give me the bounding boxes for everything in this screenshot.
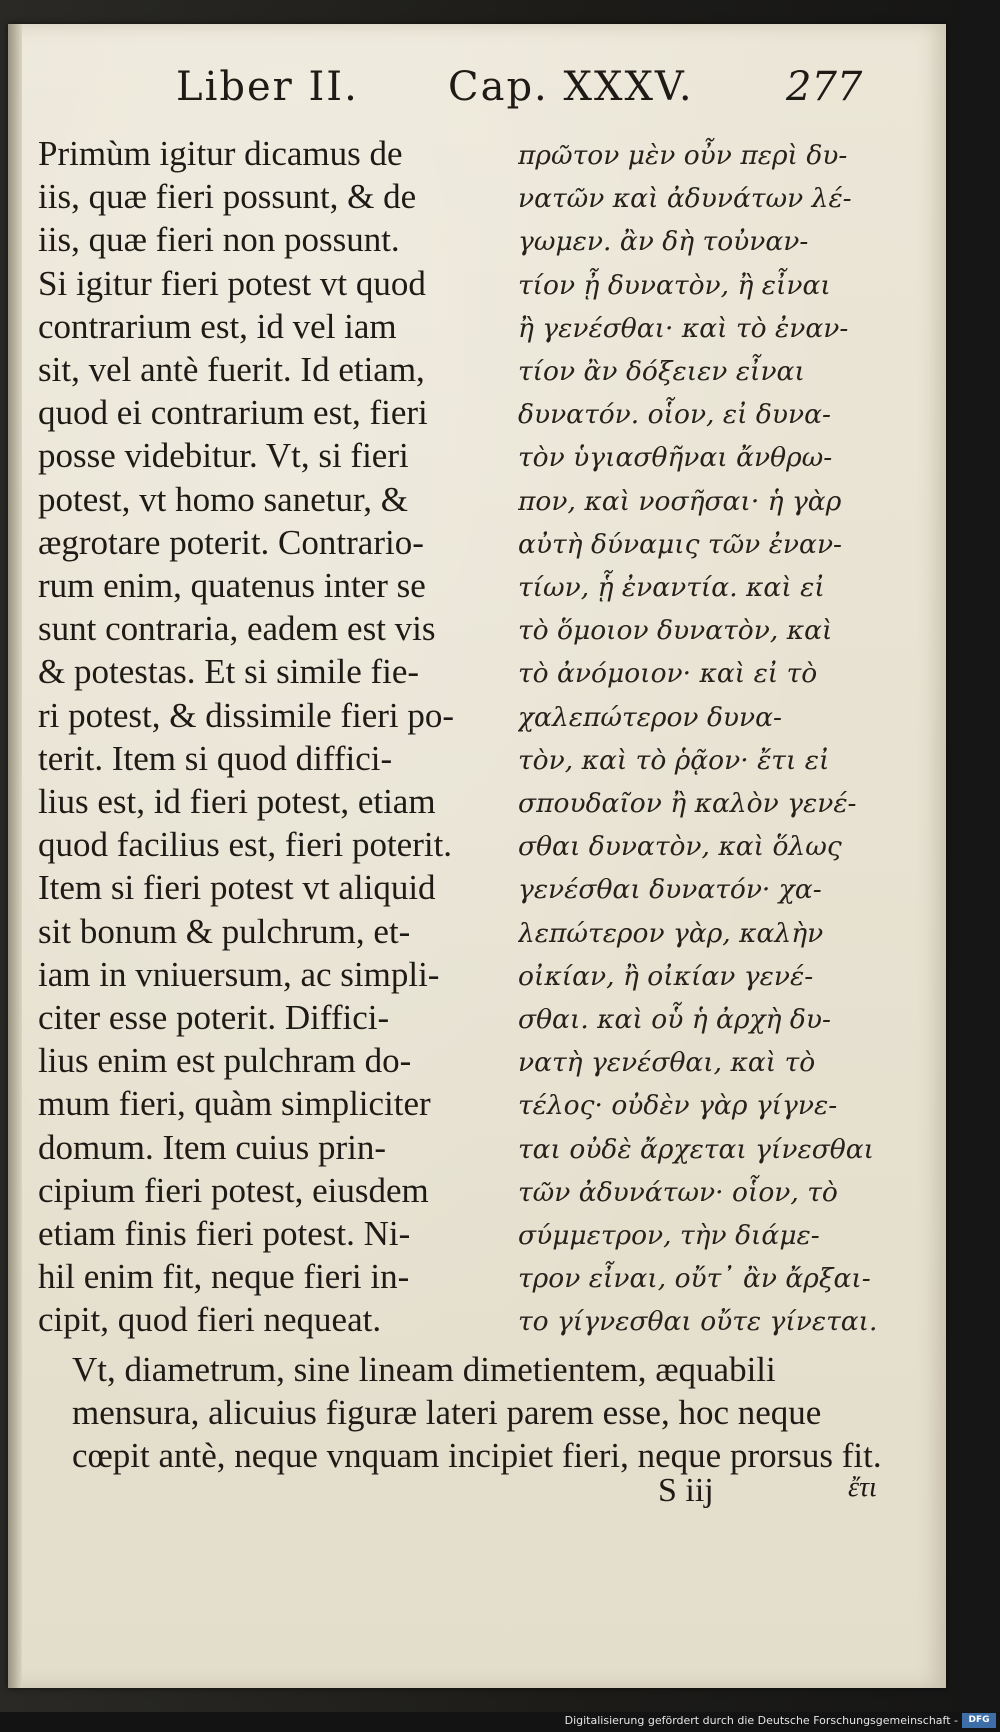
greek-line: σπουδαῖον ἢ καλὸν γενέ- — [518, 788, 857, 820]
text-line: cœpit antè, neque vnquam incipiet fieri, neque prorsus fit. — [72, 1436, 882, 1476]
latin-line: domum. Item cuius prin- — [38, 1127, 387, 1167]
latin-line: iis, quæ fieri possunt, & de — [38, 177, 417, 217]
latin-line: etiam finis fieri potest. Ni- — [38, 1214, 411, 1254]
latin-line: contrarium est, id vel iam — [38, 306, 397, 346]
greek-line: τρον εἶναι, οὔτ᾽ ἂν ἄρξαι- — [518, 1263, 871, 1295]
latin-line: lius enim est pulchram do- — [38, 1041, 412, 1081]
greek-line: ται οὐδὲ ἄρχεται γίνεσθαι — [518, 1133, 875, 1165]
latin-line: hil enim fit, neque fieri in- — [38, 1257, 410, 1297]
latin-line: & potestas. Et si simile fie- — [38, 652, 420, 692]
greek-line: λεπώτερον γὰρ, καλὴν — [518, 917, 824, 949]
latin-line: cipium fieri potest, eiusdem — [38, 1170, 429, 1210]
latin-line: Si igitur fieri potest vt quod — [38, 263, 426, 303]
latin-line: potest, vt homo sanetur, & — [38, 479, 408, 519]
latin-line: sunt contraria, eadem est vis — [38, 609, 436, 649]
greek-line: ἢ γενέσθαι· καὶ τὸ ἐναν- — [518, 312, 849, 344]
latin-line: iis, quæ fieri non possunt. — [38, 220, 400, 260]
latin-line: quod ei contrarium est, fieri — [38, 393, 428, 433]
latin-line: mum fieri, quàm simpliciter — [38, 1084, 431, 1124]
greek-line: αὐτὴ δύναμις τῶν ἐναν- — [518, 528, 843, 560]
greek-line: το γίγνεσθαι οὔτε γίνεται. — [518, 1306, 878, 1338]
greek-line: τῶν ἀδυνάτων· οἷον, τὸ — [518, 1176, 838, 1208]
greek-line: σθαι δυνατὸν, καὶ ὅλως — [518, 831, 842, 863]
header-chapter: Cap. XXXV. — [448, 64, 694, 110]
latin-line: terit. Item si quod diffici- — [38, 738, 393, 778]
text-line: Vt, diametrum, sine lineam dimetientem, æquabili — [72, 1350, 776, 1389]
digitization-credit: Digitalisierung gefördert durch die Deutsche Forschungsgemeinschaft - — [564, 1714, 958, 1727]
greek-column — [518, 134, 898, 1344]
latin-line: cipit, quod fieri nequeat. — [38, 1300, 382, 1340]
latin-line: citer esse poterit. Diffici- — [38, 998, 390, 1038]
signature-mark: S iij — [658, 1472, 714, 1509]
latin-line: ri potest, & dissimile fieri po- — [38, 695, 455, 735]
greek-line: πον, καὶ νοσῆσαι· ἡ γὰρ — [518, 485, 842, 517]
greek-line: σθαι. καὶ οὗ ἡ ἀρχὴ δυ- — [518, 1004, 831, 1036]
greek-line: γενέσθαι δυνατόν· χα- — [518, 874, 822, 906]
catchword: ἔτι — [848, 1472, 877, 1503]
greek-line: νατὴ γενέσθαι, καὶ τὸ — [518, 1047, 816, 1079]
greek-line: σύμμετρον, τὴν διάμε- — [518, 1220, 820, 1252]
greek-line: τίον ᾖ δυνατὸν, ἢ εἶναι — [518, 269, 831, 301]
greek-line: τίον ἂν δόξειεν εἶναι — [518, 356, 805, 388]
book-page — [8, 24, 946, 1688]
latin-line: Item si fieri potest vt aliquid — [38, 868, 436, 908]
latin-line: iam in vniuersum, ac simpli- — [38, 954, 440, 994]
greek-line: τὸν ὑγιασθῆναι ἄνθρω- — [518, 442, 833, 474]
latin-line: lius est, id fieri potest, etiam — [38, 782, 436, 822]
greek-line: γωμεν. ἂν δὴ τοὐναν- — [518, 226, 809, 258]
header-liber: Liber II. — [176, 64, 359, 110]
dfg-logo: DFG — [962, 1713, 996, 1728]
latin-line: ægrotare poterit. Contrario- — [38, 522, 424, 562]
greek-line: δυνατόν. οἷον, εἰ δυνα- — [518, 399, 831, 431]
latin-line: Primùm igitur dicamus de — [38, 134, 403, 173]
latin-line: posse videbitur. Vt, si fieri — [38, 436, 409, 476]
latin-line: sit, vel antè fuerit. Id etiam, — [38, 350, 425, 390]
full-width-text — [72, 1348, 902, 1478]
running-header — [8, 64, 946, 124]
greek-line: τὸν, καὶ τὸ ῥᾷον· ἔτι εἰ — [518, 744, 830, 776]
latin-line: rum enim, quatenus inter se — [38, 566, 426, 606]
page-gutter — [8, 24, 22, 1688]
greek-line: τὸ ὅμοιον δυνατὸν, καὶ — [518, 615, 833, 647]
latin-column — [38, 132, 498, 1342]
greek-line: χαλεπώτερον δυνα- — [518, 701, 782, 733]
page-number: 277 — [786, 64, 863, 110]
greek-line: νατῶν καὶ ἀδυνάτων λέ- — [518, 183, 852, 215]
latin-line: sit bonum & pulchrum, et- — [38, 911, 411, 951]
greek-line: πρῶτον μὲν οὖν περὶ δυ- — [518, 140, 848, 171]
text-line: mensura, alicuius figuræ lateri parem esse, hoc neque — [72, 1393, 822, 1433]
greek-line: οἰκίαν, ἢ οἰκίαν γενέ- — [518, 960, 814, 992]
latin-line: quod facilius est, fieri poterit. — [38, 825, 453, 865]
greek-line: τὸ ἀνόμοιον· καὶ εἰ τὸ — [518, 658, 818, 690]
greek-line: τέλος· οὐδὲν γὰρ γίγνε- — [518, 1090, 838, 1122]
greek-line: τίων, ᾗ ἐναντία. καὶ εἰ — [518, 572, 825, 604]
